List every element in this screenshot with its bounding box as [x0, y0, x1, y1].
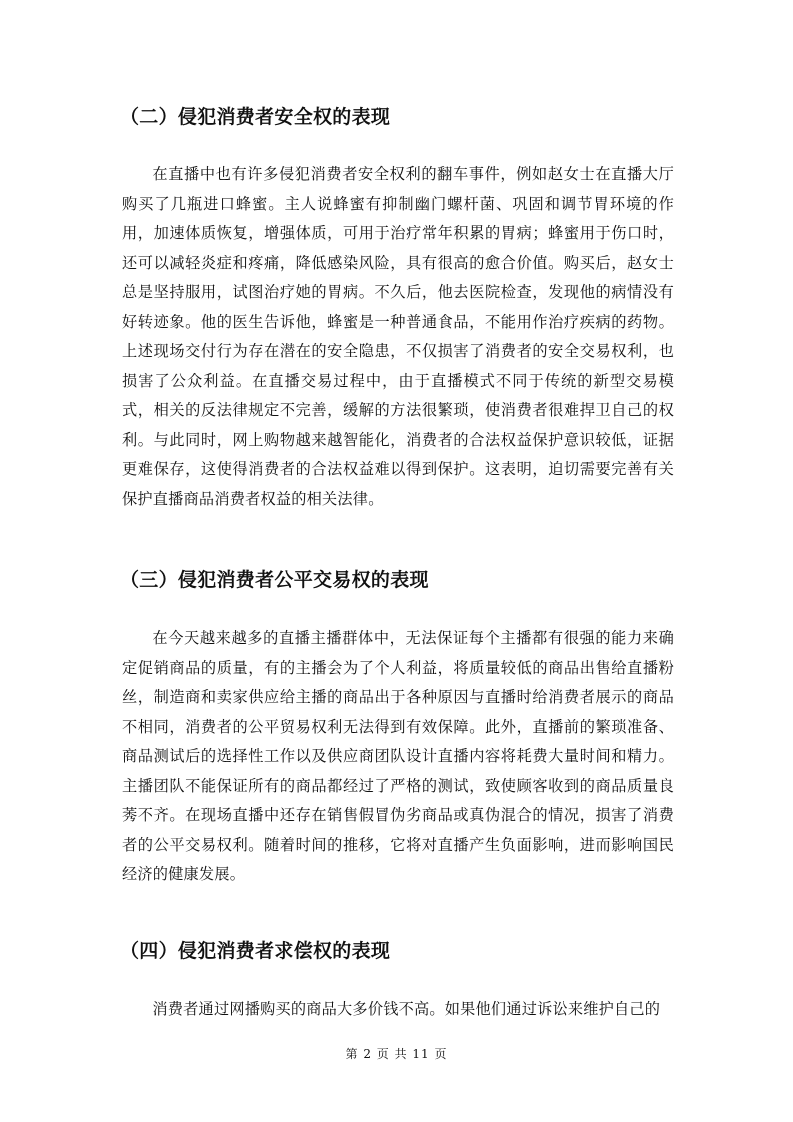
- section-heading-fair-trade-right: （三）侵犯消费者公平交易权的表现: [120, 569, 429, 591]
- section-heading-compensation-right: （四）侵犯消费者求偿权的表现: [120, 940, 391, 962]
- section-paragraph-safety-right: 在直播中也有许多侵犯消费者安全权利的翻车事件，例如赵女士在直播大厅购买了几瓶进口蜂蜜。主人说蜂蜜有抑制幽门螺杆菌、巩固和调节胃环境的作用，加速体质恢复，增强体质，可用于治疗常年积累的胃病；蜂蜜用于伤口时，还可以减轻炎症和疼痛，降低感染风险，具有很高的愈合价值。购买后，赵女士总是坚持服用，试图治疗她的胃病。不久后，他去医院检查，发现他的病情没有好转迹象。他的医生告诉他，蜂蜜是一种普通食品，不能用作治疗疾病的药物。上述现场交付行为存在潜在的安全隐患，不仅损害了消费者的安全交易权利，也损害了公众利益。在直播交易过程中，由于直播模式不同于传统的新型交易模式，相关的反法律规定不完善，缓解的方法很繁琐，使消费者很难捍卫自己的权利。与此同时，网上购物越来越智能化，消费者的合法权益保护意识较低，证据更难保存，这使得消费者的合法权益难以得到保护。这表明，迫切需要完善有关保护直播商品消费者权益的相关法律。: [122, 165, 674, 508]
- section-paragraph-compensation-right: 消费者通过网播购买的商品大多价钱不高。如果他们通过诉讼来维护自己的: [152, 1000, 661, 1018]
- page-number-footer: 第 2 页 共 11 页: [345, 1047, 448, 1061]
- section-heading-safety-right: （二）侵犯消费者安全权的表现: [120, 106, 391, 128]
- section-paragraph-fair-trade-right: 在今天越来越多的直播主播群体中，无法保证每个主播都有很强的能力来确定促销商品的质量，有的主播会为了个人利益，将质量较低的商品出售给直播粉丝，制造商和卖家供应给主播的商品出于各种原因与直播时给消费者展示的商品不相同，消费者的公平贸易权利无法得到有效保障。此外，直播前的繁琐准备、商品测试后的选择性工作以及供应商团队设计直播内容将耗费大量时间和精力。主播团队不能保证所有的商品都经过了严格的测试，致使顾客收到的商品质量良莠不齐。在现场直播中还存在销售假冒伪劣商品或真伪混合的情况，损害了消费者的公平交易权利。随着时间的推移，它将对直播产生负面影响，进而影响国民经济的健康发展。: [122, 629, 674, 883]
